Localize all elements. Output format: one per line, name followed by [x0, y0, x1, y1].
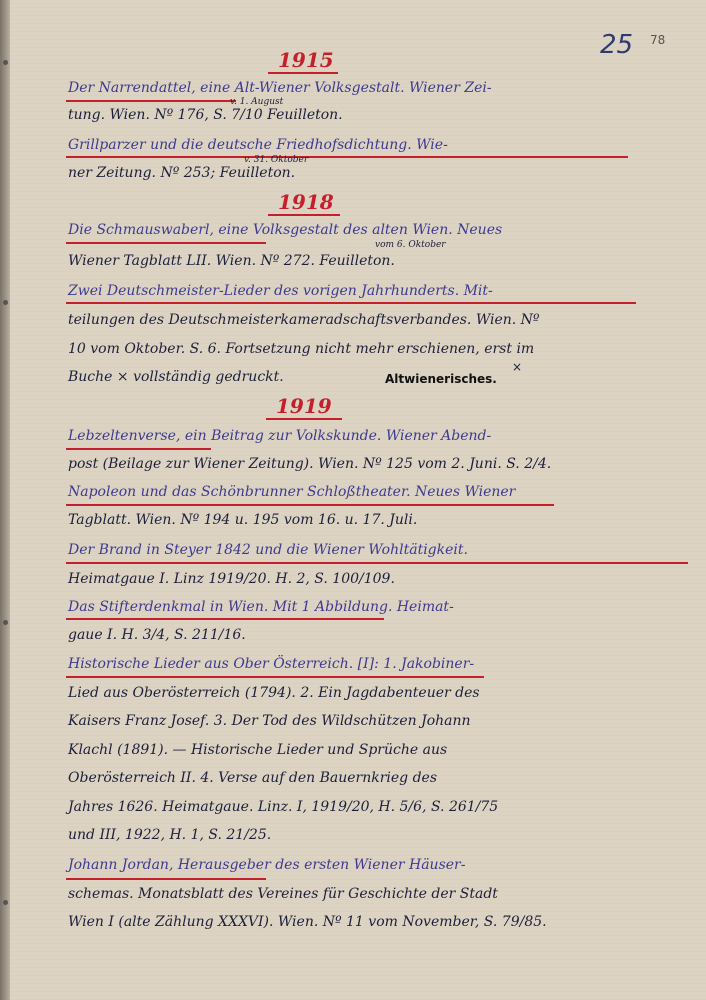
binding-hole: [3, 620, 8, 625]
entry-title: Das Stifterdenkmal in Wien. Mit 1 Abbildung. Heimat-: [68, 599, 454, 615]
entry-line: [68, 857, 465, 873]
annotation: vom 6. Oktober: [375, 240, 446, 250]
annotation: v. 31. Oktober: [244, 155, 309, 165]
entry-line: [68, 428, 491, 444]
entry-title: Die Schmauswaberl, eine Volksgestalt des alten Wien. Neues: [68, 222, 503, 238]
page-binding-edge: [0, 0, 10, 1000]
entry-line: Wien I (alte Zählung XXXVI). Wien. Nº 11 vom November, S. 79/85.: [68, 914, 547, 930]
entry-title: Lebzeltenverse, ein Beitrag zur Volkskunde. Wiener Abend-: [68, 428, 492, 444]
title-underline: [66, 504, 554, 506]
entry-line: [68, 283, 493, 299]
entry-line: Tagblatt. Wien. Nº 194 u. 195 vom 16. u. 17. Juli.: [68, 512, 418, 528]
insertion-mark-icon: ×: [512, 360, 523, 374]
title-underline: [66, 302, 636, 304]
entry-line: schemas. Monatsblatt des Vereines für Geschichte der Stadt: [68, 886, 498, 902]
page-number: 25: [600, 30, 634, 60]
entry-line: Lied aus Oberösterreich (1794). 2. Ein Jagdabenteuer des: [68, 685, 480, 701]
year-underline: [268, 214, 340, 216]
entry-line: tung. Wien. Nº 176, S. 7/10 Feuilleton.: [68, 107, 343, 123]
entry-line: teilungen des Deutschmeisterkameradschaftsverbandes. Wien. Nº: [68, 312, 540, 328]
entry-title: Zwei Deutschmeister-Lieder des vorigen Jahrhunderts. Mit-: [68, 283, 493, 299]
entry-title: Historische Lieder aus Ober Österreich. [I]: 1. Jakobiner-: [68, 656, 475, 672]
entry-line: 10 vom Oktober. S. 6. Fortsetzung nicht mehr erschienen, erst im: [68, 341, 535, 357]
stamp-text: Altwienerisches.: [385, 372, 497, 386]
title-underline: [66, 618, 384, 620]
entry-title: Der Brand in Steyer 1842 und die Wiener Wohltätigkeit.: [68, 542, 468, 558]
entry-line: Buche × vollständig gedruckt.: [68, 369, 284, 385]
title-underline: [66, 562, 688, 564]
title-underline: [66, 676, 484, 678]
entry-title: Napoleon und das Schönbrunner Schloßtheater. Neues Wiener: [68, 484, 516, 500]
entry-line: Jahres 1626. Heimatgaue. Linz. I, 1919/20, H. 5/6, S. 261/75: [68, 799, 499, 815]
year-heading: 1915: [278, 48, 334, 72]
entry-line: Heimatgaue I. Linz 1919/20. H. 2, S. 100/109.: [68, 571, 395, 587]
title-underline: [66, 878, 266, 880]
title-underline: [66, 448, 211, 450]
entry-line: ner Zeitung. Nº 253; Feuilleton.: [68, 165, 296, 181]
entry-line: [68, 484, 515, 500]
binding-hole: [3, 900, 8, 905]
entry-line: [68, 137, 448, 153]
entry-title: Johann Jordan, Herausgeber des ersten Wiener Häuser-: [68, 857, 466, 873]
title-underline: [66, 156, 628, 158]
entry-title: Grillparzer und die deutsche Friedhofsdichtung. Wie-: [68, 137, 448, 153]
title-underline: [66, 242, 266, 244]
entry-line: und III, 1922, H. 1, S. 21/25.: [68, 827, 272, 843]
entry-title: Der Narrendattel, eine Alt-Wiener Volksgestalt. Wiener Zei-: [68, 80, 492, 96]
year-heading: 1918: [278, 190, 334, 214]
binding-hole: [3, 60, 8, 65]
entry-line: Kaisers Franz Josef. 3. Der Tod des Wildschützen Johann: [68, 713, 471, 729]
annotation: v. 1. August: [230, 97, 284, 107]
entry-line: [68, 542, 468, 558]
entry-line: post (Beilage zur Wiener Zeitung). Wien. Nº 125 vom 2. Juni. S. 2/4.: [68, 456, 552, 472]
entry-line: Klachl (1891). — Historische Lieder und Sprüche aus: [68, 742, 448, 758]
year-heading: 1919: [276, 394, 332, 418]
title-underline: [66, 100, 236, 102]
year-underline: [268, 72, 338, 74]
page-number-pencil: 78: [650, 33, 666, 47]
entry-line: [68, 599, 454, 615]
entry-line: gaue I. H. 3/4, S. 211/16.: [68, 627, 246, 643]
entry-line: [68, 222, 502, 238]
binding-hole: [3, 300, 8, 305]
entry-line: [68, 656, 474, 672]
entry-line: [68, 80, 492, 96]
year-underline: [266, 418, 342, 420]
entry-line: Oberösterreich II. 4. Verse auf den Bauernkrieg des: [68, 770, 438, 786]
entry-line: Wiener Tagblatt LII. Wien. Nº 272. Feuilleton.: [68, 253, 395, 269]
